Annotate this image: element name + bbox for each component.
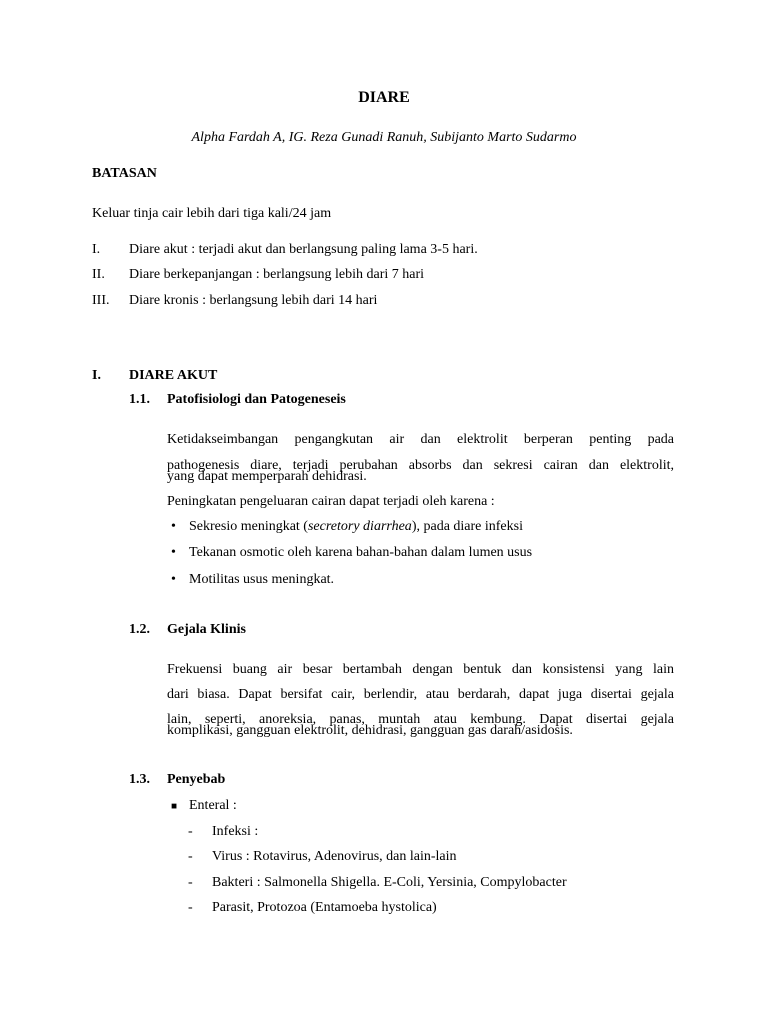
cause-item: Bakteri : Salmonella Shigella. E-Coli, Yersinia, Compylobacter (212, 875, 567, 890)
paragraph-line: Ketidakseimbangan pengangkutan air dan elektrolit berperan penting pada (167, 432, 674, 447)
paragraph-line: Frekuensi buang air besar bertambah dengan bentuk dan konsistensi yang lain (167, 662, 674, 677)
type-text: Diare berkepanjangan : berlangsung lebih dari 7 hari (129, 267, 425, 282)
paragraph-line: pathogenesis diare, terjadi perubahan absorbs dan sekresi cairan dan elektrolit, (167, 458, 674, 473)
paragraph-line: dari biasa. Dapat bersifat cair, berlendir, atau berdarah, dapat juga disertai gejala (167, 687, 674, 702)
bullet-icon: • (171, 545, 176, 560)
type-number: II. (92, 267, 105, 282)
type-number: I. (92, 242, 101, 257)
cause-item: Infeksi : (212, 824, 259, 839)
type-number: III. (92, 293, 110, 308)
batasan-heading: BATASAN (92, 166, 157, 181)
section-number: I. (92, 368, 101, 383)
square-bullet-icon: ■ (171, 801, 178, 812)
type-text: Diare akut : terjadi akut dan berlangsung paling lama 3-5 hari. (129, 242, 478, 257)
bullet-icon: • (171, 519, 176, 534)
paragraph-line: lain, seperti, anoreksia, panas, muntah atau kembung. Dapat disertai gejala (167, 712, 674, 727)
dash-bullet-icon: - (188, 849, 193, 864)
type-text: Diare kronis : berlangsung lebih dari 14 hari (129, 293, 378, 308)
cause-item: Virus : Rotavirus, Adenovirus, dan lain-lain (212, 849, 457, 864)
dash-bullet-icon: - (188, 875, 193, 890)
bullet-item: Tekanan osmotic oleh karena bahan-bahan dalam lumen usus (189, 545, 533, 560)
batasan-definition: Keluar tinja cair lebih dari tiga kali/24 jam (92, 206, 332, 221)
subsection-heading: Gejala Klinis (167, 622, 246, 637)
cause-item: Parasit, Protozoa (Entamoeba hystolica) (212, 900, 437, 915)
bullet-item: Sekresio meningkat (secretory diarrhea), pada diare infeksi (189, 519, 523, 534)
authors-line: Alpha Fardah A, IG. Reza Gunadi Ranuh, Subijanto Marto Sudarmo (191, 130, 577, 145)
bullet-icon: • (171, 572, 176, 587)
enteral-label: Enteral : (189, 798, 237, 813)
paragraph-line: yang dapat memperparah dehidrasi. (167, 469, 367, 484)
subsection-number: 1.1. (129, 392, 150, 407)
subsection-number: 1.2. (129, 622, 150, 637)
section-heading: DIARE AKUT (129, 368, 218, 383)
subsection-heading: Penyebab (167, 772, 226, 787)
document-title: DIARE (358, 89, 410, 106)
subsection-number: 1.3. (129, 772, 150, 787)
paragraph-line: komplikasi, gangguan elektrolit, dehidrasi, gangguan gas darah/asidosis. (167, 723, 573, 738)
bullet-item: Motilitas usus meningkat. (189, 572, 335, 587)
subsection-heading: Patofisiologi dan Patogeneseis (167, 392, 346, 407)
dash-bullet-icon: - (188, 824, 193, 839)
paragraph-intro: Peningkatan pengeluaran cairan dapat terjadi oleh karena : (167, 494, 495, 509)
dash-bullet-icon: - (188, 900, 193, 915)
